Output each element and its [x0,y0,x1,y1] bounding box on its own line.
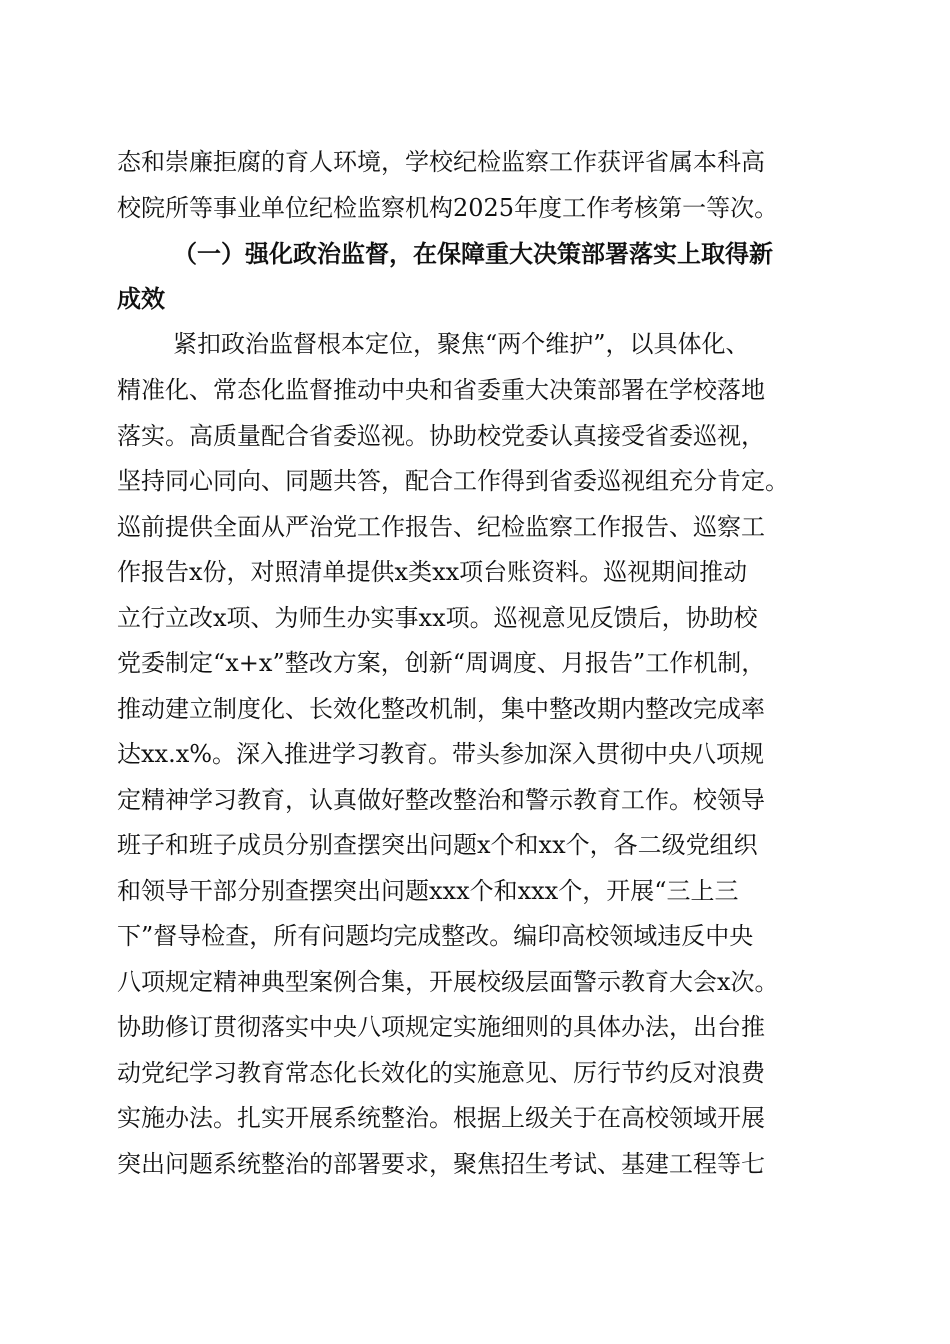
body-text-line: 实施办法。扎实开展系统整治。根据上级关于在高校领域开展 [117,1104,765,1132]
body-text-line: 校院所等事业单位纪检监察机构2025年度工作考核第一等次。 [117,194,779,222]
body-text-line: 坚持同心同向、同题共答，配合工作得到省委巡视组充分肯定。 [117,467,789,495]
body-text-line: 八项规定精神典型案例合集，开展校级层面警示教育大会x次。 [117,968,779,996]
body-text-line: 紧扣政治监督根本定位，聚焦“两个维护”，以具体化、 [173,330,750,358]
body-text-line: 党委制定“x+x”整改方案，创新“周调度、月报告”工作机制， [117,649,766,677]
body-text-line: 班子和班子成员分别查摆突出问题x个和xx个，各二级党组织 [117,831,758,859]
body-text-line: 精准化、常态化监督推动中央和省委重大决策部署在学校落地 [117,376,765,404]
body-text-line: 下”督导检查，所有问题均完成整改。编印高校领域违反中央 [117,922,754,950]
body-text-line: 协助修订贯彻落实中央八项规定实施细则的具体办法，出台推 [117,1013,765,1041]
body-text-line: 态和崇廉拒腐的育人环境，学校纪检监察工作获评省属本科高 [117,148,765,176]
body-text-line: 巡前提供全面从严治党工作报告、纪检监察工作报告、巡察工 [117,513,765,541]
body-text-line: 推动建立制度化、长效化整改机制，集中整改期内整改完成率 [117,695,765,723]
body-text-line: 突出问题系统整治的部署要求，聚焦招生考试、基建工程等七 [117,1150,765,1178]
section-heading: （一）强化政治监督，在保障重大决策部署落实上取得新 [173,239,773,268]
body-text-line: 动党纪学习教育常态化长效化的实施意见、厉行节约反对浪费 [117,1059,765,1087]
body-text-line: 作报告x份，对照清单提供x类xx项台账资料。巡视期间推动 [117,558,748,586]
body-text-line: 立行立改x项、为师生办实事xx项。巡视意见反馈后，协助校 [117,604,758,632]
body-text-line: 落实。高质量配合省委巡视。协助校党委认真接受省委巡视， [117,422,765,450]
body-text-line: 定精神学习教育，认真做好整改整治和警示教育工作。校领导 [117,786,765,814]
body-text-line: 和领导干部分别查摆突出问题xxx个和xxx个，开展“三上三 [117,877,739,905]
body-text-line: 达xx.x%。深入推进学习教育。带头参加深入贯彻中央八项规 [117,740,765,768]
section-heading-continued: 成效 [117,284,165,313]
